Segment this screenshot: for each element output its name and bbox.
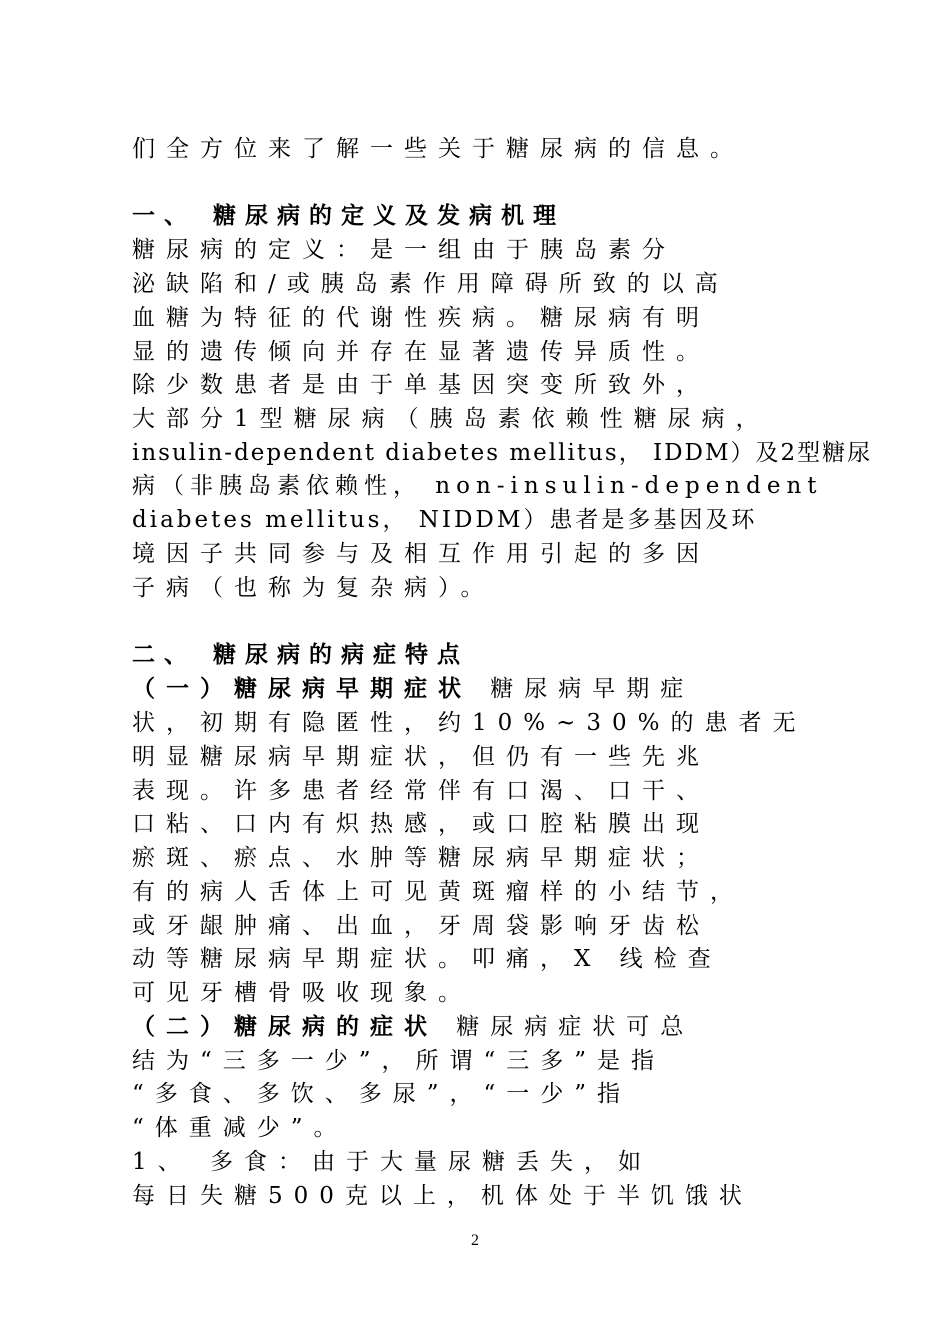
subheading-line [132,674,832,704]
body-text-run: 糖尿病症状可总 [438,1014,695,1040]
body-text-line: insulin-dependent diabetes mellitus， IDDM）及2型糖尿 [132,440,873,466]
body-text-line: 们全方位来了解一些关于糖尿病的信息。 [132,136,744,162]
body-text-run: 糖尿病早期症 [472,676,695,702]
body-text-line: 或牙龈肿痛、出血，牙周袋影响牙齿松 [132,913,710,939]
body-text-line: 泌缺陷和/或胰岛素作用障碍所致的以高 [132,271,729,297]
body-text-line: 状，初期有隐匿性，约10%~30%的患者无 [132,710,807,736]
subheading-symptoms: （二）糖尿病的症状 [132,1014,438,1040]
body-text-line: 1、 多食：由于大量尿糖丢失，如 [132,1149,652,1175]
body-text-line: 显的遗传倾向并存在显著遗传异质性。 [132,339,710,365]
body-text-line: 每日失糖500克以上，机体处于半饥饿状 [132,1183,753,1209]
body-text-line: 有的病人舌体上可见黄斑瘤样的小结节， [132,879,744,905]
body-text-line: 动等糖尿病早期症状。叩痛，X 线检查 [132,946,722,972]
body-text-line: 病（非胰岛素依赖性， non-insulin-dependent [132,473,823,499]
body-text-line: 血糖为特征的代谢性疾病。糖尿病有明 [132,305,710,331]
body-text-line: “体重减少”。 [132,1115,348,1141]
body-text-line: diabetes mellitus， NIDDM）患者是多基因及环 [132,507,758,533]
body-text-line: 大部分1型糖尿病（胰岛素依赖性糖尿病， [132,406,770,432]
body-text-line: 表现。许多患者经常伴有口渴、口干、 [132,778,710,804]
body-text-line: 结为“三多一少”，所谓“三多”是指 [132,1048,666,1074]
section-heading-symptoms: 二、 糖尿病的病症特点 [132,642,470,668]
body-text-line: 境因子共同参与及相互作用引起的多因 [132,541,710,567]
page-number: 2 [471,1232,479,1249]
body-text-line: 可见牙槽骨吸收现象。 [132,980,472,1006]
subheading-early-symptoms: （一）糖尿病早期症状 [132,676,472,702]
body-text-line: 子病（也称为复杂病）。 [132,575,495,601]
body-text-line: 口粘、口内有炽热感，或口腔粘膜出现 [132,811,710,837]
section-heading-definition: 一、 糖尿病的定义及发病机理 [132,203,566,229]
body-text-line: 瘀斑、瘀点、水肿等糖尿病早期症状； [132,845,710,871]
subheading-line [132,1012,832,1042]
body-text-line: “多食、多饮、多尿”，“一少”指 [132,1081,632,1107]
body-text-line: 糖尿病的定义：是一组由于胰岛素分 [132,237,676,263]
body-text-line: 明显糖尿病早期症状，但仍有一些先兆 [132,744,710,770]
body-text-line: 除少数患者是由于单基因突变所致外， [132,372,710,398]
